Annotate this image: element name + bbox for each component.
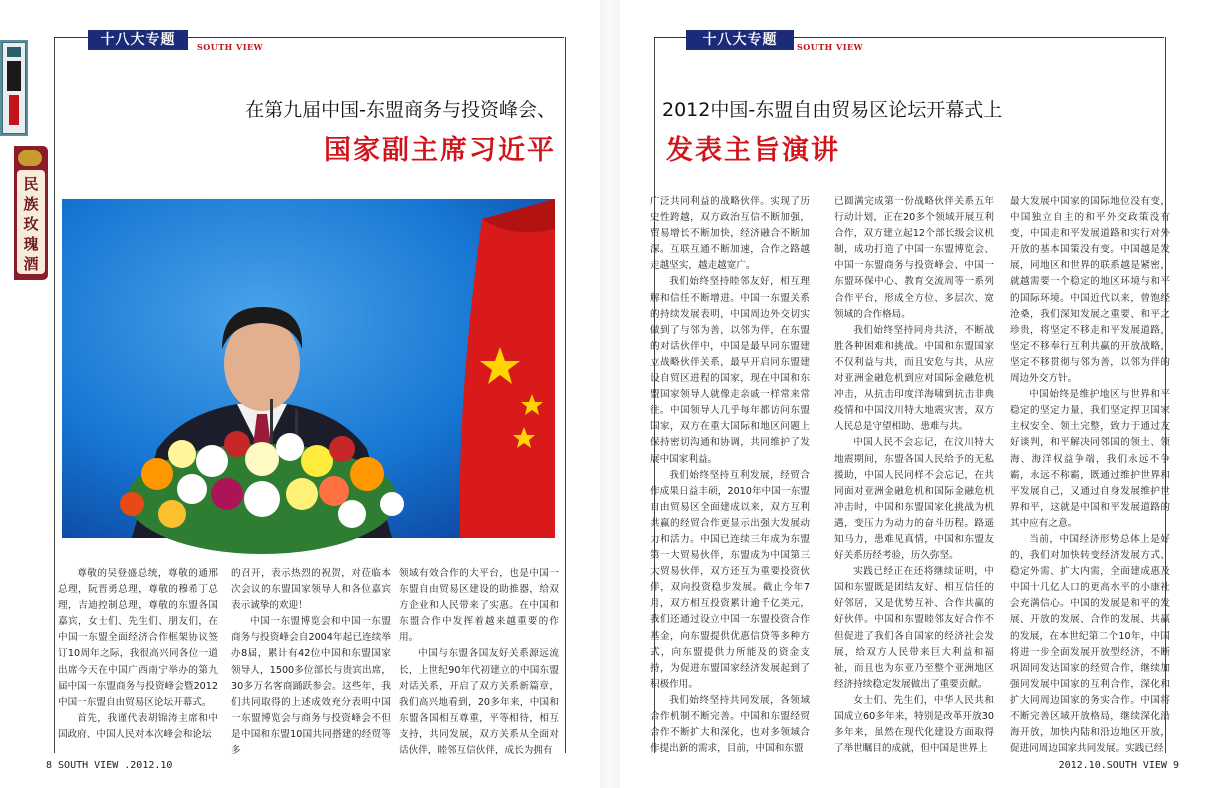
paragraph: 我们始终坚持共同发展，各领域合作机制不断完善。中国和东盟经贸合作不断扩大和深化，也对多领域合作提出新的需求，目前，中国和东盟 — [650, 694, 810, 755]
left-page — [0, 0, 600, 788]
logo-mark-icon — [3, 43, 25, 131]
paragraph: 女士们、先生们，中华人民共和国成立60多年来，特别是改革开放30多年来，虽然在现代化建设方面取得了举世瞩目的成就，但中国是世界上 — [834, 694, 994, 755]
left-page-footer: 8 SOUTH VIEW .2012.10 — [46, 760, 173, 771]
paragraph: 实践已经正在还将继续证明，中国和东盟既是团结友好、相互信任的好邻居，又是优势互补、合作共赢的好伙伴。中国和东盟睦邻友好合作不但促进了我们各自国家的经济社会发展，给双方人民带来巨大利益和福祉，而且也为东亚乃至整个亚洲地区经济持续稳定发展做出了重要贡献。 — [834, 566, 994, 690]
paragraph: 尊敬的吴登盛总统，尊敬的通邢总理，阮晋勇总理，尊敬的穆希丁总理，吉迪控制总理，尊敬的东盟各国嘉宾，女士们、先生们、朋友们，在中国一东盟全面经济合作框架协议签订10周年之际，我很高兴同各位一道出席今天在中国广西南宁举办的第九届中国一东盟商务与投资峰会暨2012中国一东盟自由贸易区论坛开幕式。 — [58, 568, 218, 708]
left-column-3 — [399, 566, 559, 757]
side-ad-inner — [17, 170, 45, 274]
brand-seal-icon — [18, 150, 42, 166]
badge-subtitle-right: SOUTH VIEW — [797, 42, 864, 52]
paragraph: 已圆满完成第一份战略伙伴关系五年行动计划，正在20多个领域开展互利合作，双方建立起12个部长级会议机制，成功打造了中国一东盟博览会、中国一东盟商务与投资峰会、中国一东盟环保中心、教育交流周等一系列合作平台，形成全方位、多层次、宽领域的合作格局。 — [834, 196, 994, 320]
paragraph: 中国始终是维护地区与世界和平稳定的坚定力量，我们坚定捍卫国家主权安全、领土完整，致力于通过友好谈判，和平解决同邻国的领土、领海、海洋权益争端，我们永远不争霸，永远不称霸，既通过维护世界和平发展自己，又通过自身发展维护世界和平，这就是中国和平发展道路的其中应有之意。 — [1010, 389, 1170, 529]
paragraph: 中国与东盟各国友好关系源远流长，上世纪90年代初建立的中国东盟对话关系，开启了双方关系新篇章，我们高兴地看到，20多年来，中国和东盟各国相互尊重，平等相待，相互支持，共同发展，双方关系从全面对话伙伴，睦邻互信伙伴，成长为拥有 — [399, 648, 559, 757]
side-char: 民 — [23, 175, 39, 193]
topic-badge-right: 十八大专题 — [686, 30, 794, 50]
paragraph: 中国人民不会忘记，在汶川特大地震期间，东盟各国人民给予的无私援助，中国人民同样不会忘记，在共同面对亚洲金融危机和国际金融危机冲击时，中国和东盟国家化挑战为机遇，变压力为动力的奋斗历程。路遥知马力，患难见真情，中国和东盟友好关系历经考验，历久弥坚。 — [834, 437, 994, 562]
left-column-1 — [58, 566, 218, 746]
right-page — [620, 0, 1219, 788]
right-column-1 — [650, 194, 810, 755]
side-logo-tab — [0, 40, 28, 136]
paragraph: 领域有效合作的大平台，也是中国一东盟自由贸易区建设的助推器，给双方企业和人民带来了实惠。在中国和东盟合作中发挥着越来越重要的作用。 — [399, 568, 559, 644]
left-column-2 — [231, 566, 391, 757]
paragraph: 首先，我谨代表胡锦涛主席和中国政府、中国人民对本次峰会和论坛 — [58, 712, 218, 740]
paragraph: 当前，中国经济形势总体上是好的，我们对加快转变经济发展方式、稳定外需、扩大内需，全面建成惠及中国十几亿人口的更高水平的小康社会充满信心。中国的发展是和平的发展、开放的发展、合作的发展、共赢的发展，在本世纪第二个10年，中国将进一步全面发展开放型经济，不断巩固同发达国家的经贸合作，继续加强同发展中国家的互利合作，深化和扩大同周边国家的务实合作。中国将不断完善区域开放格局，继续深化沿海开放，加快内陆和沿边地区开放，促进同周边国家共同发展。实践已经 — [1010, 533, 1170, 755]
topic-badge: 十八大专题 — [88, 30, 188, 50]
badge-subtitle: SOUTH VIEW — [197, 42, 264, 52]
paragraph: 我们始终坚持同舟共济，不断战胜各种困难和挑战。中国和东盟国家不仅利益与共，而且安危与共，从应对亚洲金融危机到应对国际金融危机冲击，从抗击印度洋海啸到抗击非典疫情和中国汶川特大地震灾害，双方人民总是守望相助、患难与共。 — [834, 324, 994, 433]
side-char: 玫 — [23, 215, 39, 233]
paragraph: 我们始终坚持睦邻友好，相互理解和信任不断增进。中国一东盟关系的持续发展表明，中国周边外交切实做到了与邻为善，以邻为伴，在东盟的对话伙伴中，中国是最早同东盟建立战略伙伴关系，最早开启同东盟建设自贸区进程的国家，现在中国和东盟国家领导人就像走亲戚一样常来常往。中国领导人几乎每年都访问东盟国家，双方在重大国际和地区问题上保持密切沟通和协调，共同维护了发展中国家利益。 — [650, 276, 810, 465]
spine-gutter — [600, 0, 620, 788]
speaker-photo-illustration — [62, 199, 555, 538]
right-column-2 — [834, 194, 994, 755]
paragraph: 的召开，表示热烈的祝贺，对莅临本次会议的东盟国家领导人和各位嘉宾表示诚挚的欢迎！ — [231, 568, 391, 612]
right-column-3 — [1010, 194, 1170, 755]
side-ad-vertical-text — [17, 174, 45, 274]
right-page-footer: 2012.10.SOUTH VIEW 9 — [1058, 760, 1179, 771]
left-title-line1: 在第九届中国-东盟商务与投资峰会、 — [245, 99, 556, 121]
side-ad-tab — [14, 146, 48, 280]
side-char: 瑰 — [23, 235, 39, 253]
left-title-line2: 国家副主席习近平 — [324, 135, 556, 166]
speaker-photo — [62, 199, 555, 538]
right-title-line1: 2012中国-东盟自由贸易区论坛开幕式上 — [662, 99, 1003, 121]
paragraph: 我们始终坚持互利发展，经贸合作成果日益丰硕，2010年中国一东盟自由贸易区全面建成以来，双方互利共赢的经贸合作更显示出强大发展动力和活力。中国已连续三年成为东盟第一大贸易伙伴，东盟成为中国第三大贸易伙伴，双方还互为重要投资伙伴，双向投资稳步发展。截止今年7月，双方相互投资累计逾千亿美元，我们还通过设立中国一东盟投资合作基金，向东盟提供优惠信贷等多种方式，向东盟提供力所能及的资金支持，为促进东盟国家经济发展起到了积极作用。 — [650, 469, 810, 690]
paragraph: 最大发展中国家的国际地位没有变，中国独立自主的和平外交政策没有变，中国走和平发展道路和实行对外开放的基本国策没有变。中国越是发展，同地区和世界的联系越是紧密，就越需要一个稳定的地区环境与和平的国际环境。中国近代以来，曾饱经沧桑，我们深知发展之重要、和平之珍贵，将坚定不移走和平发展道路，坚定不移奉行互利共赢的开放战略，坚定不移贯彻与邻为善，以邻为伴的周边外交方针。 — [1010, 196, 1170, 385]
paragraph: 中国一东盟博览会和中国一东盟商务与投资峰会自2004年起已连续举办8届，累计有42位中国和东盟国家领导人，1500多位部长与贵宾出席，30多万名客商踊跃参会。这些年，我们共同取得的上述成效充分表明中国一东盟博览会与商务与投资峰会不但是中国和东盟10国共同搭建的经贸等多 — [231, 616, 391, 757]
right-title-line2: 发表主旨演讲 — [666, 135, 840, 166]
side-char: 族 — [23, 195, 39, 213]
paragraph: 广泛共同利益的战略伙伴。实现了历史性跨越，双方政治互信不断加强，贸易增长不断加快，经济融合不断加深。互联互通不断加速，合作之路越走越坚实，越走越宽广。 — [650, 196, 810, 272]
south-view-logo — [2, 42, 26, 134]
side-char: 酒 — [23, 255, 39, 273]
